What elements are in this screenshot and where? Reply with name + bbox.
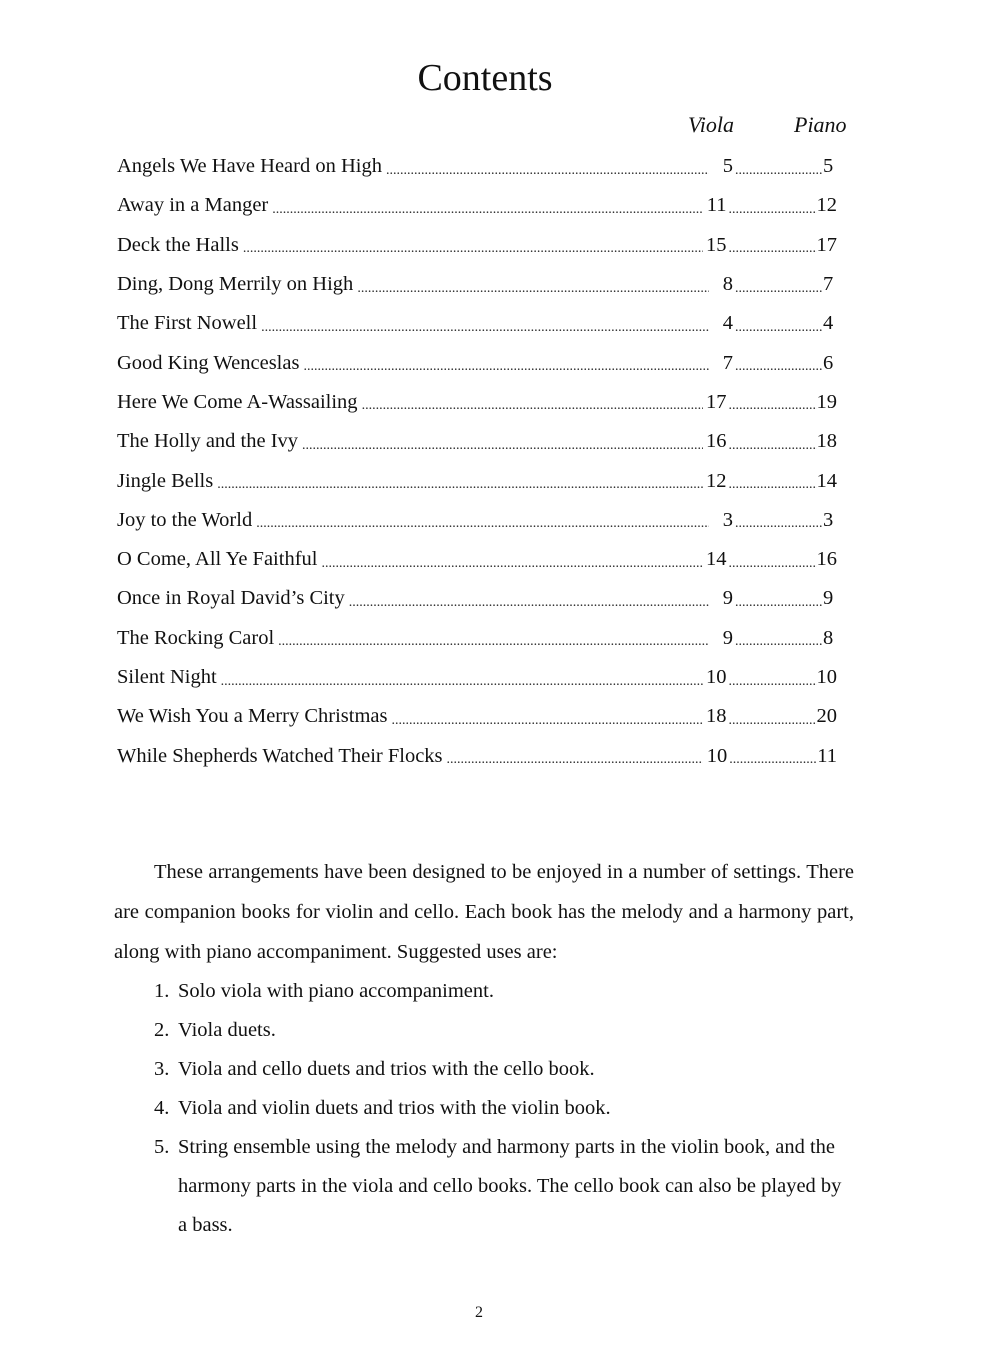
list-item [154, 1011, 854, 1050]
viola-page-number: 9 [722, 587, 733, 610]
viola-page-number: 16 [706, 430, 727, 453]
piano-page-number: 9 [823, 587, 834, 610]
list-item-number: 5. [154, 1136, 170, 1158]
piano-page-number: 16 [816, 548, 837, 571]
list-item [154, 1050, 854, 1089]
list-item-text: Solo viola with piano accompaniment. [178, 980, 494, 1002]
dot-leader [321, 557, 702, 571]
toc-entry-title: While Shepherds Watched Their Flocks [117, 745, 447, 768]
toc-entry [117, 265, 837, 304]
viola-page-number: 17 [706, 390, 727, 413]
viola-page-number: 5 [722, 155, 733, 178]
viola-page-number: 8 [722, 273, 733, 296]
dot-leader [243, 242, 703, 256]
piano-page-number: 18 [816, 430, 837, 453]
toc-entry-title: Angels We Have Heard on High [117, 155, 386, 178]
dot-leader [729, 753, 817, 767]
toc-entry [117, 186, 837, 225]
intro-section [114, 852, 854, 1245]
toc-entry-title: Ding, Dong Merrily on High [117, 273, 357, 296]
viola-page-number: 10 [706, 744, 728, 767]
viola-page-number: 14 [706, 548, 727, 571]
toc-entry [117, 461, 837, 500]
toc-entry-title: Jingle Bells [117, 470, 217, 493]
list-item-number: 1. [154, 980, 170, 1002]
viola-page-number: 4 [722, 312, 733, 335]
dot-leader [303, 360, 709, 374]
viola-page-number: 11 [706, 194, 727, 217]
viola-page-number: 3 [722, 508, 733, 531]
toc-entry-title: Here We Come A-Wassailing [117, 391, 362, 414]
toc-entry [117, 697, 837, 736]
dot-leader [729, 439, 817, 453]
dot-leader [729, 399, 817, 413]
viola-page-number: 12 [706, 469, 727, 492]
dot-leader [729, 714, 817, 728]
dot-leader [386, 164, 709, 178]
toc-entry [117, 422, 837, 461]
dot-leader [729, 675, 817, 689]
toc-entry [117, 658, 837, 697]
table-of-contents [117, 147, 837, 776]
dot-leader [447, 753, 704, 767]
piano-page-number: 3 [823, 508, 834, 531]
dot-leader [729, 203, 817, 217]
viola-page-number: 18 [706, 705, 727, 728]
list-item-text: String ensemble using the melody and harmony parts in the violin book, and the harmony parts in the viola and cello books. The cello book can also be played by a bass. [178, 1136, 842, 1236]
dot-leader [735, 282, 823, 296]
toc-entry-title: O Come, All Ye Faithful [117, 548, 321, 571]
piano-page-number: 17 [816, 233, 837, 256]
toc-entry [117, 540, 837, 579]
toc-entry-title: Silent Night [117, 666, 221, 689]
dot-leader [349, 596, 709, 610]
list-item [154, 1089, 854, 1128]
piano-page-number: 8 [823, 626, 834, 649]
piano-page-number: 5 [823, 155, 834, 178]
dot-leader [221, 675, 703, 689]
toc-entry [117, 619, 837, 658]
page-number: 2 [475, 1304, 483, 1321]
dot-leader [272, 203, 702, 217]
dot-leader [735, 321, 823, 335]
dot-leader [735, 596, 823, 610]
list-item [154, 1128, 854, 1245]
list-item-text: Viola duets. [178, 1019, 276, 1041]
toc-entry [117, 226, 837, 265]
dot-leader [729, 242, 817, 256]
piano-page-number: 19 [816, 390, 837, 413]
toc-entry-title: The First Nowell [117, 312, 261, 335]
viola-page-number: 7 [722, 351, 733, 374]
dot-leader [391, 714, 702, 728]
toc-entry [117, 501, 837, 540]
list-item-number: 2. [154, 1019, 170, 1041]
dot-leader [729, 557, 817, 571]
piano-page-number: 20 [816, 705, 837, 728]
piano-page-number: 7 [823, 273, 834, 296]
toc-entry-title: The Rocking Carol [117, 627, 278, 650]
piano-page-number: 11 [817, 744, 837, 767]
piano-page-number: 6 [823, 351, 834, 374]
viola-page-number: 9 [722, 626, 733, 649]
toc-entry [117, 383, 837, 422]
toc-entry [117, 579, 837, 618]
column-headers [0, 112, 982, 142]
dot-leader [261, 321, 709, 335]
column-header-viola: Viola [688, 112, 735, 137]
dot-leader [357, 282, 709, 296]
list-item [154, 972, 854, 1011]
viola-page-number: 10 [706, 666, 727, 688]
list-item-number: 3. [154, 1058, 170, 1080]
column-header-piano: Piano [794, 112, 847, 137]
dot-leader [362, 399, 703, 413]
list-item-text: Viola and cello duets and trios with the cello book. [178, 1058, 595, 1080]
suggested-uses-list [114, 972, 854, 1245]
viola-page-number: 15 [706, 233, 727, 256]
toc-entry-title: Deck the Halls [117, 234, 243, 257]
dot-leader [735, 517, 823, 531]
toc-entry-title: Away in a Manger [117, 194, 272, 217]
dot-leader [735, 360, 823, 374]
toc-entry-title: The Holly and the Ivy [117, 430, 302, 453]
dot-leader [217, 478, 702, 492]
dot-leader [278, 635, 709, 649]
dot-leader [735, 164, 823, 178]
piano-page-number: 12 [816, 194, 837, 217]
toc-entry [117, 304, 837, 343]
dot-leader [256, 517, 709, 531]
toc-entry-title: Once in Royal David’s City [117, 587, 349, 610]
piano-page-number: 10 [816, 666, 837, 688]
toc-entry [117, 736, 837, 775]
toc-entry-title: Joy to the World [117, 509, 256, 532]
piano-page-number: 14 [816, 469, 837, 492]
toc-entry [117, 343, 837, 382]
intro-paragraph: These arrangements have been designed to be enjoyed in a number of settings. There are companion books for violin and cello. Each book has the melody and a harmony part, along with piano accompaniment. Suggested uses are: [114, 861, 854, 963]
toc-entry [117, 147, 837, 186]
dot-leader [729, 478, 817, 492]
dot-leader [302, 439, 702, 453]
toc-entry-title: We Wish You a Merry Christmas [117, 705, 391, 728]
toc-entry-title: Good King Wenceslas [117, 352, 303, 375]
page-title: Contents [417, 57, 553, 99]
piano-page-number: 4 [823, 312, 834, 335]
dot-leader [735, 635, 823, 649]
list-item-number: 4. [154, 1097, 170, 1119]
list-item-text: Viola and violin duets and trios with the violin book. [178, 1097, 611, 1119]
